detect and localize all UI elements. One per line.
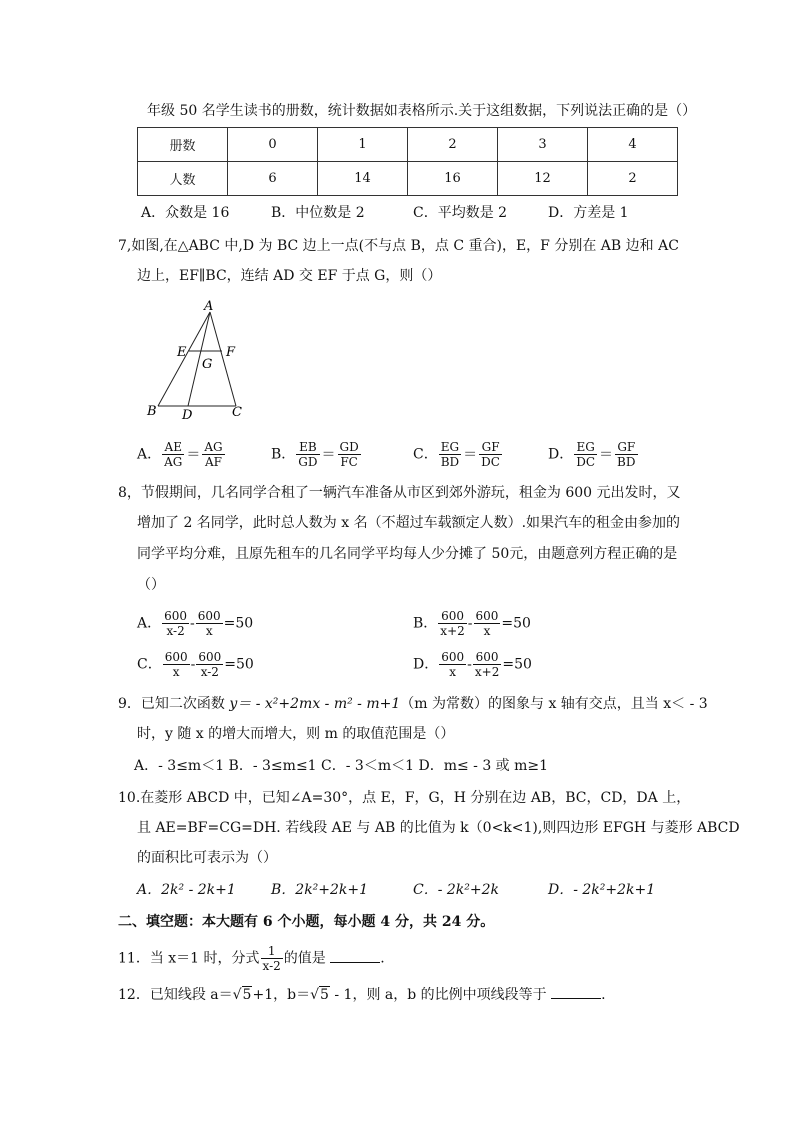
q8-line4: （） [137, 577, 165, 593]
fraction: $\frac{EG}{DC}$ [576, 440, 596, 469]
fraction: $\frac{GD}{FC}$ [339, 440, 359, 469]
q10-option-d: D．- 2k²+2k+1 [548, 882, 656, 898]
q9-options: A．- 3≤m＜1 B．- 3≤m≤1 C．- 3＜m＜1 D．m≤ - 3 或 m≥1 [134, 758, 549, 774]
label-c: C [232, 405, 242, 420]
label-a: A [204, 299, 214, 314]
q6-option-b: B．中位数是 2 [271, 205, 365, 221]
fraction: $\frac{AE}{AG}$ [164, 440, 183, 469]
q9-line1: 9．已知二次函数 y＝ - x²+2mx - m² - m+1（m 为常数）的图象与 x 轴有交点，且当 x＜ - 3 [118, 696, 708, 712]
stats-table [137, 127, 678, 196]
table-cell: 4 [588, 128, 678, 162]
label-g: G [202, 357, 213, 372]
fraction: $\frac{1}{x-2}$ [262, 944, 281, 973]
q8-option-b: B． $\frac{600}{x+2}$ - $\frac{600}{x}$ =50 [413, 609, 531, 638]
fraction: $\frac{AG}{AF}$ [204, 440, 223, 469]
q8-option-a: A． $\frac{600}{x-2}$ - $\frac{600}{x}$ =50 [137, 609, 254, 638]
table-row [138, 128, 678, 162]
table-cell: 12 [498, 162, 588, 196]
q7-option-b: B． $\frac{EB}{GD}$ ＝ $\frac{GD}{FC}$ [271, 440, 359, 469]
fraction: $\frac{600}{x+2}$ [474, 650, 500, 679]
q10-option-a: A．2k² - 2k+1 [137, 882, 236, 898]
option-letter: D． [548, 446, 574, 463]
q10-option-c: C．- 2k²+2k [413, 882, 500, 898]
table-cell: 16 [408, 162, 498, 196]
q9-line2: 时，y 随 x 的增大而增大，则 m 的取值范围是（） [137, 726, 455, 742]
q8-line3: 同学平均分难，且原先租车的几名同学平均每人少分摊了 50元，由题意列方程正确的是 [137, 546, 678, 562]
fraction: $\frac{GF}{BD}$ [617, 440, 636, 469]
q6-option-c: C．平均数是 2 [413, 205, 508, 221]
q6-stem: 年级 50 名学生读书的册数，统计数据如表格所示.关于这组数据，下列说法正确的是（） [147, 103, 697, 119]
fraction: $\frac{600}{x+2}$ [440, 609, 465, 638]
q8-option-d: D． $\frac{600}{x}$ - $\frac{600}{x+2}$ =50 [413, 650, 532, 679]
fraction: $\frac{600}{x}$ [164, 650, 188, 679]
q7-option-d: D． $\frac{EG}{DC}$ ＝ $\frac{GF}{BD}$ [548, 440, 636, 469]
triangle-figure [140, 298, 250, 423]
label-d: D [182, 408, 193, 423]
fraction: $\frac{600}{x}$ [475, 609, 499, 638]
fraction: $\frac{EB}{GD}$ [298, 440, 318, 469]
section-heading: 二、填空题：本大题有 6 个小题，每小题 4 分，共 24 分。 [118, 914, 495, 930]
option-letter: B． [271, 446, 296, 463]
q6-option-d: D．方差是 1 [548, 205, 629, 221]
label-f: F [226, 345, 236, 360]
q10-line3: 的面积比可表示为（） [137, 850, 277, 866]
q12: 12．已知线段 a＝√5+1，b＝√5 - 1，则 a，b 的比例中项线段等于 . [118, 987, 606, 1003]
fraction: $\frac{600}{x}$ [197, 609, 221, 638]
q10-option-b: B．2k²+2k+1 [271, 882, 369, 898]
table-cell: 3 [498, 128, 588, 162]
table-cell: 14 [318, 162, 408, 196]
q8-line2: 增加了 2 名同学，此时总人数为 x 名（不超过车载额定人数）.如果汽车的租金由参加的 [137, 515, 681, 531]
table-cell: 人数 [138, 162, 228, 196]
fraction: $\frac{GF}{DC}$ [481, 440, 500, 469]
q6-option-a: A．众数是 16 [141, 205, 230, 221]
option-letter: C． [413, 446, 438, 463]
label-b: B [147, 404, 157, 419]
q7-line2: 边上，EF∥BC，连结 AD 交 EF 于点 G，则（） [137, 268, 442, 284]
fraction: $\frac{600}{x-2}$ [164, 609, 188, 638]
table-cell: 2 [408, 128, 498, 162]
table-cell: 1 [318, 128, 408, 162]
q11: 11．当 x＝1 时，分式 $\frac{1}{x-2}$ 的值是 . [118, 944, 385, 973]
table-cell: 6 [228, 162, 318, 196]
answer-blank [330, 950, 380, 963]
fraction: $\frac{600}{x-2}$ [198, 650, 222, 679]
q8-line1: 8，节假期间，几名同学合租了一辆汽车准备从市区到郊外游玩，租金为 600 元出发时，又 [118, 485, 681, 501]
q7-line1: 7,如图,在△ABC 中,D 为 BC 边上一点(不与点 B，点 C 重合)，E，F 分别在 AB 边和 AC [118, 238, 679, 254]
q10-line1: 10.在菱形 ABCD 中，已知∠A=30°，点 E，F，G，H 分别在边 AB，BC，CD，DA 上， [118, 790, 691, 806]
q7-option-a: A． $\frac{AE}{AG}$ ＝ $\frac{AG}{AF}$ [137, 440, 223, 469]
q7-option-c: C． $\frac{EG}{BD}$ ＝ $\frac{GF}{DC}$ [413, 440, 500, 469]
fraction: $\frac{EG}{BD}$ [440, 440, 460, 469]
table-cell: 2 [588, 162, 678, 196]
table-cell: 册数 [138, 128, 228, 162]
table-cell: 0 [228, 128, 318, 162]
answer-blank [551, 986, 601, 999]
table-row [138, 162, 678, 196]
q10-line2: 且 AE=BF=CG=DH. 若线段 AE 与 AB 的比值为 k（0<k<1),则四边形 EFGH 与菱形 ABCD [137, 820, 740, 836]
q8-option-c: C． $\frac{600}{x}$ - $\frac{600}{x-2}$ =50 [137, 650, 254, 679]
option-letter: A． [137, 446, 162, 463]
fraction: $\frac{600}{x}$ [441, 650, 465, 679]
label-e: E [177, 345, 187, 360]
